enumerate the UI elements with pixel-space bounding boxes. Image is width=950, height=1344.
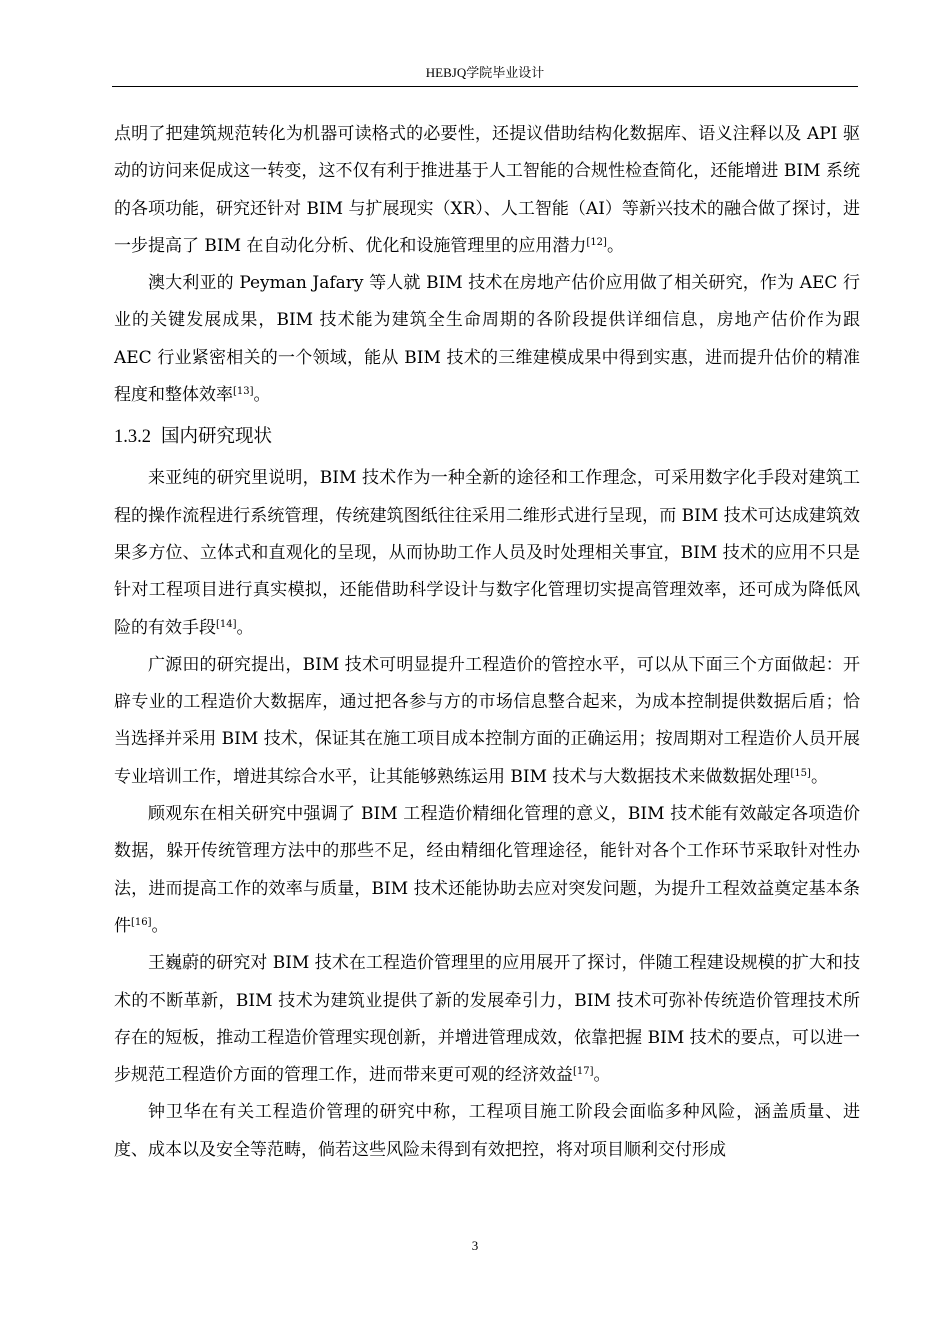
- paragraph: [114, 945, 860, 1094]
- main-text: [114, 116, 860, 1169]
- citation-ref: [14]: [216, 618, 237, 630]
- running-header-title: HEBJQ学院毕业设计: [425, 65, 545, 80]
- paragraph-tail: 。: [810, 766, 828, 787]
- paragraph-tail: 。: [151, 915, 169, 936]
- citation-ref: [17]: [573, 1066, 594, 1078]
- paragraph-text: 钟卫华在有关工程造价管理的研究中称，工程项目施工阶段会面临多种风险，涵盖质量、进度、成本以及安全等范畴，倘若这些风险未得到有效把控，将对项目顺利交付形成: [114, 1102, 860, 1160]
- paragraph-text: 广源田的研究提出，BIM 技术可明显提升工程造价的管控水平，可以从下面三个方面做起：开辟专业的工程造价大数据库，通过把各参与方的市场信息整合起来，为成本控制提供数据后盾；恰当选择并采用 BIM 技术，保证其在施工项目成本控制方面的正确运用；按周期对工程造价人员开展专业培训工作，增进其综合水平，让其能够熟练运用 BIM 技术与大数据技术来做数据处理: [114, 654, 860, 787]
- paragraph-text: 澳大利亚的 Peyman Jafary 等人就 BIM 技术在房地产估价应用做了相关研究，作为 AEC 行业的关键发展成果，BIM 技术能为建筑全生命周期的各阶段提供详细信息，房地产估价作为跟 AEC 行业紧密相关的一个领域，能从 BIM 技术的三维建模成果中得到实惠，进而提升估价的精准程度和整体效率: [114, 273, 860, 406]
- section-title: 国内研究现状: [161, 426, 273, 448]
- citation-ref: [16]: [131, 916, 152, 928]
- paragraph-tail: 。: [253, 385, 271, 406]
- section-heading: [114, 414, 860, 460]
- paragraph-text: 点明了把建筑规范转化为机器可读格式的必要性，还提议借助结构化数据库、语义注释以及 API 驱动的访问来促成这一转变，这不仅有利于推进基于人工智能的合规性检查简化，还能增进 BIM 系统的各项功能，研究还针对 BIM 与扩展现实（XR）、人工智能（AI）等新兴技术的融合做了探讨，进一步提高了 BIM 在自动化分析、优化和设施管理里的应用潜力: [114, 124, 860, 256]
- header-divider: [112, 86, 858, 87]
- paragraph: [114, 265, 860, 414]
- paragraph-tail: 。: [606, 235, 624, 256]
- paragraph-continued: [114, 116, 860, 265]
- citation-ref: [15]: [790, 767, 811, 779]
- paragraph: [114, 1094, 860, 1169]
- paragraph: [114, 796, 860, 945]
- paragraph-text: 来亚纯的研究里说明，BIM 技术作为一种全新的途径和工作理念，可采用数字化手段对建筑工程的操作流程进行系统管理，传统建筑图纸往往采用二维形式进行呈现，而 BIM 技术可达成建筑效果多方位、立体式和直观化的呈现，从而协助工作人员及时处理相关事宜，BIM 技术的应用不只是针对工程项目进行真实模拟，还能借助科学设计与数字化管理切实提高管理效率，还可成为降低风险的有效手段: [114, 468, 860, 638]
- page-number: 3: [471, 1238, 479, 1253]
- section-number: 1.3.2: [114, 427, 151, 448]
- paragraph-tail: 。: [236, 617, 254, 638]
- paragraph-text: 王巍蔚的研究对 BIM 技术在工程造价管理里的应用展开了探讨，伴随工程建设规模的扩大和技术的不断革新，BIM 技术为建筑业提供了新的发展牵引力，BIM 技术可弥补传统造价管理技术所存在的短板，推动工程造价管理实现创新，并增进管理成效，依靠把握 BIM 技术的要点，可以进一步规范工程造价方面的管理工作，进而带来更可观的经济效益: [114, 953, 860, 1086]
- paragraph: [114, 647, 860, 796]
- paragraph-tail: 。: [593, 1065, 611, 1086]
- paragraph-text: 顾观东在相关研究中强调了 BIM 工程造价精细化管理的意义，BIM 技术能有效敲定各项造价数据，躲开传统管理方法中的那些不足，经由精细化管理途径，能针对各个工作环节采取针对性办法，进而提高工作的效率与质量，BIM 技术还能协助去应对突发问题，为提升工程效益奠定基本条件: [114, 804, 860, 936]
- citation-ref: [12]: [586, 236, 607, 248]
- citation-ref: [13]: [233, 386, 254, 398]
- paragraph: [114, 460, 860, 646]
